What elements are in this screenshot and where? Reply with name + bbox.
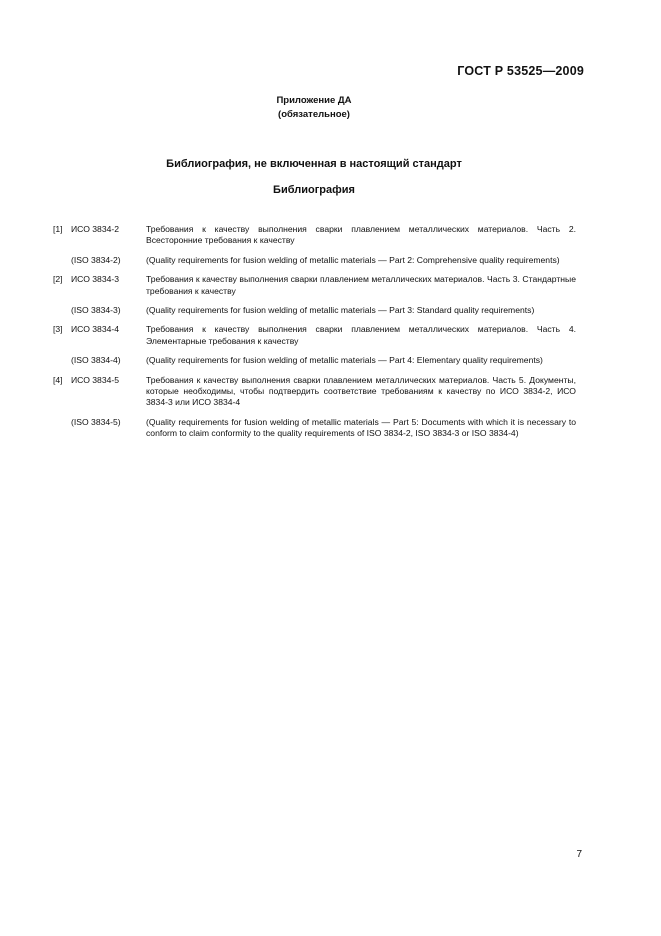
bibliography-entry (53, 375, 576, 409)
annex-status: (обязательное) (278, 109, 350, 120)
entry-code: ИСО 3834-5 (71, 374, 120, 385)
entry-original-text: (Quality requirements for fusion welding of metallic materials — Part 4: Elementary quality requirements) (146, 355, 543, 366)
bibliography-entry-original (53, 255, 576, 266)
annex-heading (0, 94, 628, 122)
bibliography-entry (53, 274, 576, 297)
entry-original-code: (ISO 3834-5) (71, 416, 121, 427)
entry-number: [1] (53, 224, 63, 234)
entry-code: ИСО 3834-4 (71, 324, 120, 335)
annex-title: Приложение ДА (276, 95, 352, 106)
page-number: 7 (576, 849, 582, 860)
bibliography-subheading: Библиография (273, 184, 355, 196)
bibliography-list (53, 224, 576, 440)
bibliography-entry (53, 324, 576, 347)
entry-code: ИСО 3834-2 (71, 224, 120, 234)
bibliography-entry-original (53, 417, 576, 440)
entry-text: Требования к качеству выполнения сварки плавлением металлических материалов. Часть 2. Всесторонние требования к качеству (146, 224, 576, 246)
entry-original-code: (ISO 3834-4) (71, 355, 121, 366)
entry-original-code: (ISO 3834-2) (71, 254, 121, 265)
entry-original-text: (Quality requirements for fusion welding of metallic materials — Part 5: Documents with which it is necessary to conform to claim conformity to the quality requirements of ISO 3834-2, ISO 3834-3 or ISO 3834-4) (146, 416, 576, 439)
entry-text: Требования к качеству выполнения сварки плавлением металлических материалов. Часть 5. Документы, которые необходимы, чтобы подтвердить соответствие требованиям к качеству по ИСО 3834-2, ИСО 3834-3 или ИСО 3834-4 (146, 374, 576, 408)
entry-number: [2] (53, 274, 63, 285)
standard-number: ГОСТ Р 53525—2009 (457, 64, 584, 78)
entry-text: Требования к качеству выполнения сварки плавлением металлических материалов. Часть 4. Элементарные требования к качеству (146, 324, 576, 346)
entry-code: ИСО 3834-3 (71, 274, 120, 285)
bibliography-entry-original (53, 355, 576, 366)
bibliography-entry-original (53, 305, 576, 316)
bibliography-entry (53, 224, 576, 247)
entry-original-code: (ISO 3834-3) (71, 305, 121, 316)
entry-number: [3] (53, 324, 63, 335)
bibliography-heading: Библиография, не включенная в настоящий стандарт (166, 158, 462, 170)
entry-number: [4] (53, 374, 63, 385)
entry-text: Требования к качеству выполнения сварки плавлением металлических материалов. Часть 3. Стандартные требования к качеству (146, 274, 576, 296)
entry-original-text: (Quality requirements for fusion welding of metallic materials — Part 3: Standard quality requirements) (146, 305, 535, 316)
entry-original-text: (Quality requirements for fusion welding of metallic materials — Part 2: Comprehensive quality requirements) (146, 254, 560, 265)
